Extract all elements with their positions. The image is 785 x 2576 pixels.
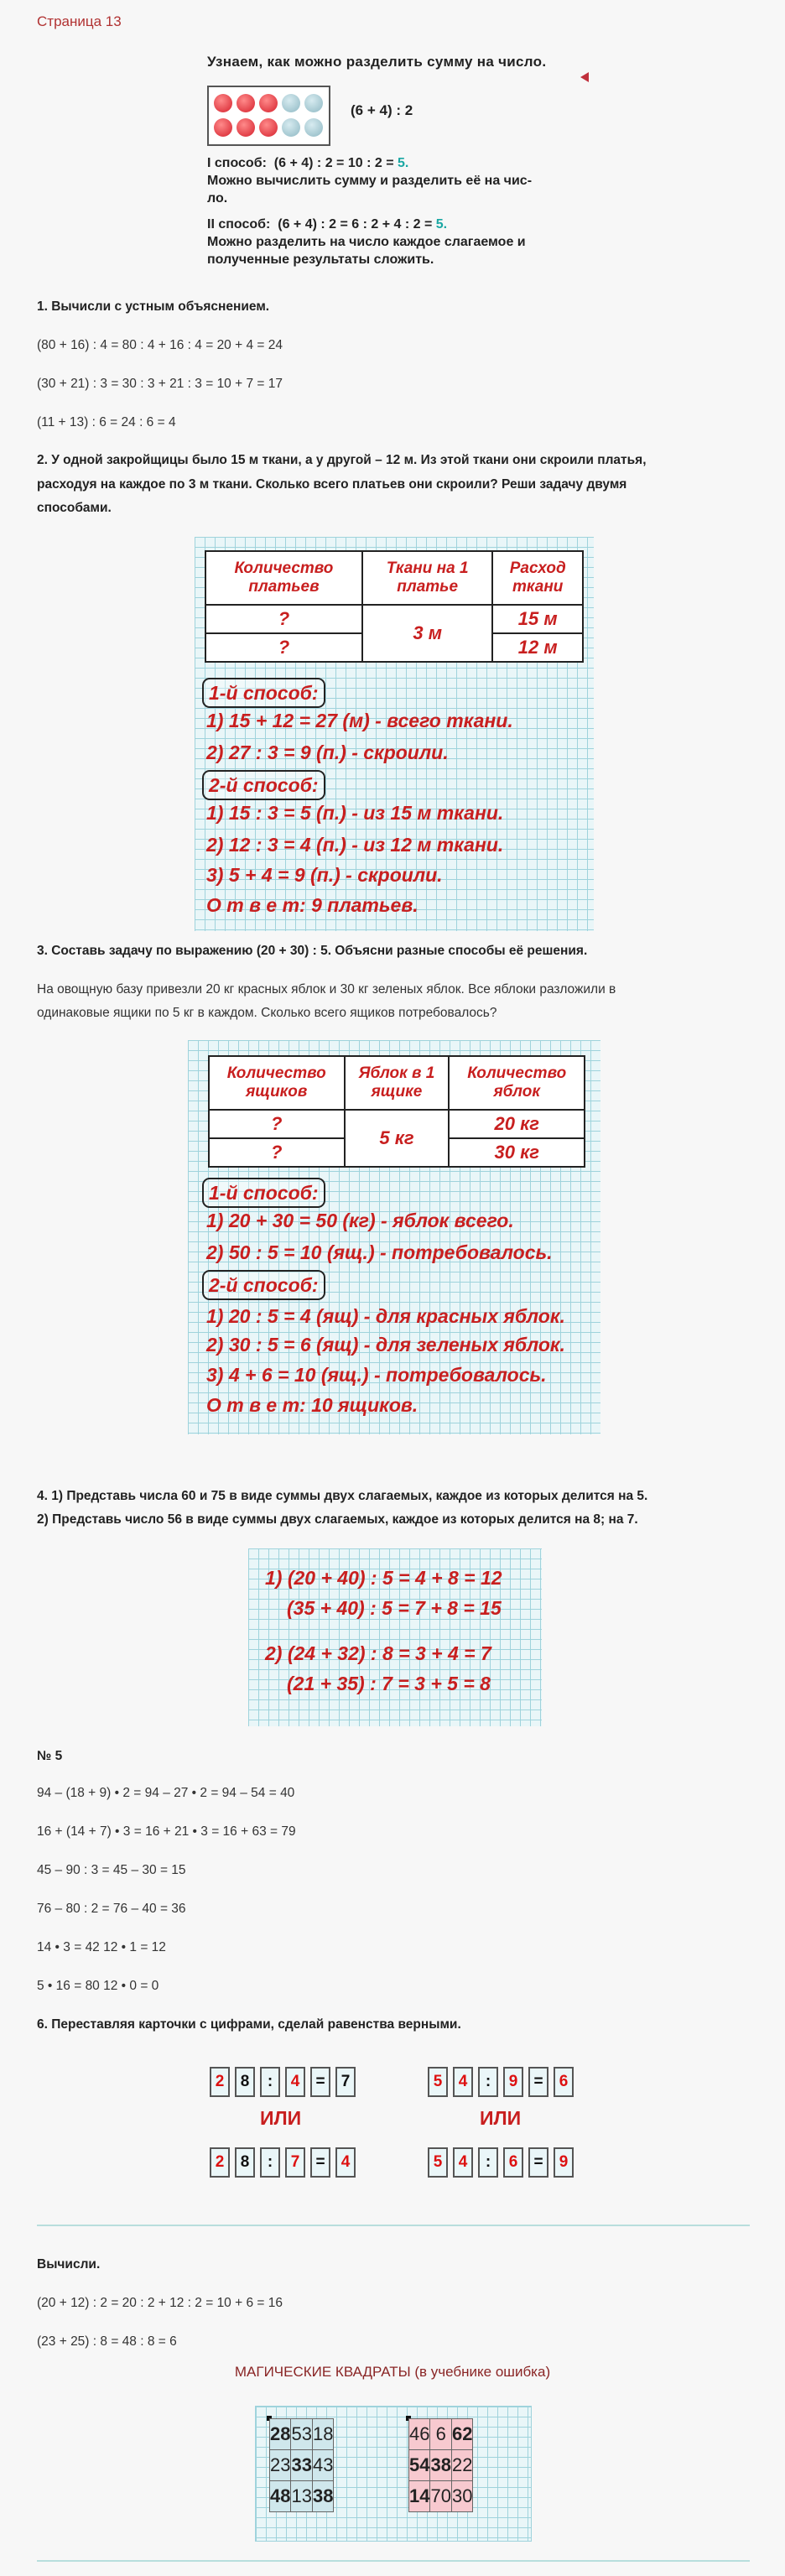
magic-cell: 28 bbox=[270, 2419, 291, 2450]
magic-square-blue bbox=[267, 2416, 334, 2506]
method2-answer: 5. bbox=[435, 217, 448, 232]
digit-card: 5 bbox=[428, 2147, 448, 2178]
task2-solution-line: 1) 15 : 3 = 5 (п.) - из 15 м ткани. bbox=[206, 802, 504, 824]
textbook-title: Узнаем, как можно разделить сумму на число. bbox=[207, 54, 547, 70]
section-divider bbox=[37, 2225, 750, 2226]
task4-line: (21 + 35) : 7 = 3 + 5 = 8 bbox=[287, 1673, 491, 1694]
magic-cell: 18 bbox=[312, 2419, 333, 2450]
method2-line bbox=[207, 216, 581, 233]
task3-title: 3. Составь задачу по выражению (20 + 30) : 5. Объясни разные способы её решения. bbox=[37, 944, 588, 958]
task3-table-cell: 30 кг bbox=[449, 1138, 585, 1167]
operator-card: : bbox=[260, 2067, 280, 2097]
magic-square-pink-table bbox=[408, 2418, 473, 2512]
header-text: Количество bbox=[234, 559, 334, 577]
textbook-methods bbox=[207, 154, 581, 268]
task2-method2-label: 2-й способ: bbox=[202, 770, 325, 800]
magic-squares-title: МАГИЧЕСКИЕ КВАДРАТЫ (в учебнике ошибка) bbox=[234, 2364, 551, 2380]
task3-table-header bbox=[449, 1056, 585, 1110]
header-text: платьев bbox=[248, 578, 320, 596]
task4-line: 1) (20 + 40) : 5 = 4 + 8 = 12 bbox=[265, 1567, 502, 1589]
red-dot bbox=[259, 118, 278, 137]
digit-card: 9 bbox=[503, 2067, 523, 2097]
task3-solution-line: 1) 20 + 30 = 50 (кг) - яблок всего. bbox=[206, 1210, 514, 1231]
task3-table-header bbox=[345, 1056, 450, 1110]
gray-dot bbox=[282, 118, 300, 137]
calc-title: Вычисли. bbox=[37, 2257, 101, 2272]
magic-cell: 38 bbox=[312, 2481, 333, 2512]
task4-line: 2) (24 + 32) : 8 = 3 + 4 = 7 bbox=[265, 1642, 491, 1664]
digit-card: 2 bbox=[210, 2067, 230, 2097]
header-text: ткани bbox=[512, 578, 564, 596]
method1-label: I способ: bbox=[207, 156, 267, 170]
or-label: ИЛИ bbox=[480, 2107, 522, 2129]
task3-answer: О т в е т: 10 ящиков. bbox=[206, 1394, 418, 1416]
magic-cell: 62 bbox=[451, 2419, 472, 2450]
task2-title: 2. У одной закройщицы было 15 м ткани, а у другой – 12 м. Из этой ткани они скроили платья, bbox=[37, 453, 647, 467]
method2-expr: (6 + 4) : 2 = 6 : 2 + 4 : 2 = bbox=[278, 217, 436, 232]
operator-card: = bbox=[528, 2067, 548, 2097]
task2-title: способами. bbox=[37, 501, 112, 515]
task3-table-cell: ? bbox=[209, 1110, 345, 1138]
method1-answer: 5. bbox=[397, 156, 409, 170]
task2-table-header bbox=[492, 551, 583, 605]
task1-line: (11 + 13) : 6 = 24 : 6 = 4 bbox=[37, 415, 176, 429]
digit-card: 4 bbox=[453, 2147, 473, 2178]
magic-cell: 54 bbox=[409, 2450, 430, 2481]
digit-card: 4 bbox=[453, 2067, 473, 2097]
header-text: ящике bbox=[371, 1083, 423, 1101]
gray-dot bbox=[304, 118, 323, 137]
operator-card: = bbox=[310, 2147, 330, 2178]
red-dot bbox=[214, 94, 232, 112]
magic-cell: 22 bbox=[451, 2450, 472, 2481]
task5-line: 76 – 80 : 2 = 76 – 40 = 36 bbox=[37, 1902, 186, 1916]
task1-line: (80 + 16) : 4 = 80 : 4 + 16 : 4 = 20 + 4 = 24 bbox=[37, 338, 283, 352]
digit-card: 9 bbox=[554, 2147, 574, 2178]
header-text: платье bbox=[397, 578, 459, 596]
method1-expr: (6 + 4) : 2 = 10 : 2 = bbox=[273, 156, 398, 170]
textbook-excerpt bbox=[207, 54, 581, 70]
task6-title: 6. Переставляя карточки с цифрами, сделай равенства верными. bbox=[37, 2017, 461, 2032]
task4-title: 2) Представь число 56 в виде суммы двух слагаемых, каждое из которых делится на 8; на 7. bbox=[37, 1512, 638, 1527]
task3-text: На овощную базу привезли 20 кг красных яблок и 30 кг зеленых яблок. Все яблоки разложили в bbox=[37, 982, 616, 997]
digit-card: 8 bbox=[235, 2067, 255, 2097]
task3-table-cell: 20 кг bbox=[449, 1110, 585, 1138]
magic-cell: 43 bbox=[312, 2450, 333, 2481]
task2-table bbox=[205, 550, 584, 663]
task3-method1-label: 1-й способ: bbox=[202, 1178, 325, 1208]
header-text: Яблок в 1 bbox=[358, 1064, 435, 1082]
task2-table-cell: 12 м bbox=[492, 633, 583, 662]
task2-answer: О т в е т: 9 платьев. bbox=[206, 894, 418, 916]
magic-cell: 14 bbox=[409, 2481, 430, 2512]
operator-card: = bbox=[310, 2067, 330, 2097]
method2-text: полученные результаты сложить. bbox=[207, 252, 434, 267]
magic-cell: 70 bbox=[430, 2481, 451, 2512]
method1-text: ло. bbox=[207, 191, 228, 206]
task3-solution-line: 3) 4 + 6 = 10 (ящ.) - потребовалось. bbox=[206, 1364, 547, 1386]
digit-card: 7 bbox=[285, 2147, 305, 2178]
task2-title: расходуя на каждое по 3 м ткани. Сколько всего платьев они скроили? Реши задачу двумя bbox=[37, 477, 627, 492]
method2-text: Можно разделить на число каждое слагаемое и bbox=[207, 235, 526, 249]
bookmark-marker-icon bbox=[580, 72, 589, 82]
magic-cell: 48 bbox=[270, 2481, 291, 2512]
task3-table-cell: 5 кг bbox=[345, 1110, 450, 1167]
red-dot bbox=[237, 118, 255, 137]
task1-line: (30 + 21) : 3 = 30 : 3 + 21 : 3 = 10 + 7 = 17 bbox=[37, 377, 283, 391]
task2-solution-line: 2) 27 : 3 = 9 (п.) - скроили. bbox=[206, 742, 449, 763]
operator-card: : bbox=[478, 2147, 498, 2178]
task4-title: 4. 1) Представь числа 60 и 75 в виде суммы двух слагаемых, каждое из которых делится на 5. bbox=[37, 1489, 648, 1503]
magic-cell: 53 bbox=[291, 2419, 312, 2450]
method1-text: Можно вычислить сумму и разделить её на чис- bbox=[207, 174, 533, 188]
task2-table-header bbox=[362, 551, 493, 605]
textbook-expression: (6 + 4) : 2 bbox=[351, 102, 413, 118]
magic-cell: 30 bbox=[451, 2481, 472, 2512]
task2-table-cell: 3 м bbox=[362, 605, 493, 662]
header-text: Ткани на 1 bbox=[386, 559, 469, 577]
task5-line: 16 + (14 + 7) • 3 = 16 + 21 • 3 = 16 + 63 = 79 bbox=[37, 1824, 296, 1839]
calc-line: (23 + 25) : 8 = 48 : 8 = 6 bbox=[37, 2334, 177, 2349]
task1-title: 1. Вычисли с устным объяснением. bbox=[37, 299, 270, 314]
header-text: Количество bbox=[467, 1064, 567, 1082]
calc-line: (20 + 12) : 2 = 20 : 2 + 12 : 2 = 10 + 6 = 16 bbox=[37, 2296, 283, 2310]
task5-line: 5 • 16 = 80 12 • 0 = 0 bbox=[37, 1979, 159, 1993]
task3-table-cell: ? bbox=[209, 1138, 345, 1167]
task2-method1-label: 1-й способ: bbox=[202, 678, 325, 708]
magic-cell: 38 bbox=[430, 2450, 451, 2481]
red-dot bbox=[214, 118, 232, 137]
task3-solution-line: 2) 50 : 5 = 10 (ящ.) - потребовалось. bbox=[206, 1241, 553, 1263]
gray-dot bbox=[282, 94, 300, 112]
red-dot bbox=[237, 94, 255, 112]
task2-table-cell: ? bbox=[205, 633, 362, 662]
task3-solution-line: 1) 20 : 5 = 4 (ящ) - для красных яблок. bbox=[206, 1305, 565, 1327]
red-dot bbox=[259, 94, 278, 112]
operator-card: = bbox=[528, 2147, 548, 2178]
magic-cell: 13 bbox=[291, 2481, 312, 2512]
magic-cell: 46 bbox=[409, 2419, 430, 2450]
header-text: Расход bbox=[509, 559, 566, 577]
task2-solution-line: 1) 15 + 12 = 27 (м) - всего ткани. bbox=[206, 710, 513, 731]
magic-square-pink bbox=[406, 2416, 473, 2506]
magic-square-blue-table bbox=[269, 2418, 334, 2512]
digit-card: 6 bbox=[503, 2147, 523, 2178]
dots-illustration bbox=[207, 86, 330, 146]
digit-card: 2 bbox=[210, 2147, 230, 2178]
page-title: Страница 13 bbox=[37, 13, 122, 29]
digit-card: 7 bbox=[335, 2067, 356, 2097]
digit-card: 4 bbox=[335, 2147, 356, 2178]
digit-card: 4 bbox=[285, 2067, 305, 2097]
task2-solution-line: 2) 12 : 3 = 4 (п.) - из 12 м ткани. bbox=[206, 834, 504, 856]
method2-label: II способ: bbox=[207, 217, 271, 232]
task3-method2-label: 2-й способ: bbox=[202, 1270, 325, 1300]
magic-cell: 6 bbox=[430, 2419, 451, 2450]
digit-card: 8 bbox=[235, 2147, 255, 2178]
task3-text: одинаковые ящики по 5 кг в каждом. Сколько всего ящиков потребовалось? bbox=[37, 1006, 497, 1020]
magic-cell: 23 bbox=[270, 2450, 291, 2481]
magic-cell: 33 bbox=[291, 2450, 312, 2481]
gray-dot bbox=[304, 94, 323, 112]
task5-title: № 5 bbox=[37, 1749, 63, 1763]
task5-line: 94 – (18 + 9) • 2 = 94 – 27 • 2 = 94 – 54 = 40 bbox=[37, 1786, 295, 1800]
task3-table-header bbox=[209, 1056, 345, 1110]
operator-card: : bbox=[260, 2147, 280, 2178]
digit-card: 6 bbox=[554, 2067, 574, 2097]
task5-line: 45 – 90 : 3 = 45 – 30 = 15 bbox=[37, 1863, 186, 1877]
task5-line: 14 • 3 = 42 12 • 1 = 12 bbox=[37, 1940, 166, 1954]
digit-card: 5 bbox=[428, 2067, 448, 2097]
task2-table-header bbox=[205, 551, 362, 605]
or-label: ИЛИ bbox=[260, 2107, 302, 2129]
operator-card: : bbox=[478, 2067, 498, 2097]
task3-table bbox=[208, 1055, 585, 1168]
task2-table-cell: ? bbox=[205, 605, 362, 633]
header-text: ящиков bbox=[246, 1083, 308, 1101]
header-text: Количество bbox=[226, 1064, 326, 1082]
header-text: яблок bbox=[493, 1083, 540, 1101]
task2-solution-line: 3) 5 + 4 = 9 (п.) - скроили. bbox=[206, 864, 443, 886]
task2-table-cell: 15 м bbox=[492, 605, 583, 633]
task4-line: (35 + 40) : 5 = 7 + 8 = 15 bbox=[287, 1597, 502, 1619]
task3-solution-line: 2) 30 : 5 = 6 (ящ) - для зеленых яблок. bbox=[206, 1334, 565, 1356]
method1-line bbox=[207, 154, 581, 172]
section-divider bbox=[37, 2560, 750, 2562]
